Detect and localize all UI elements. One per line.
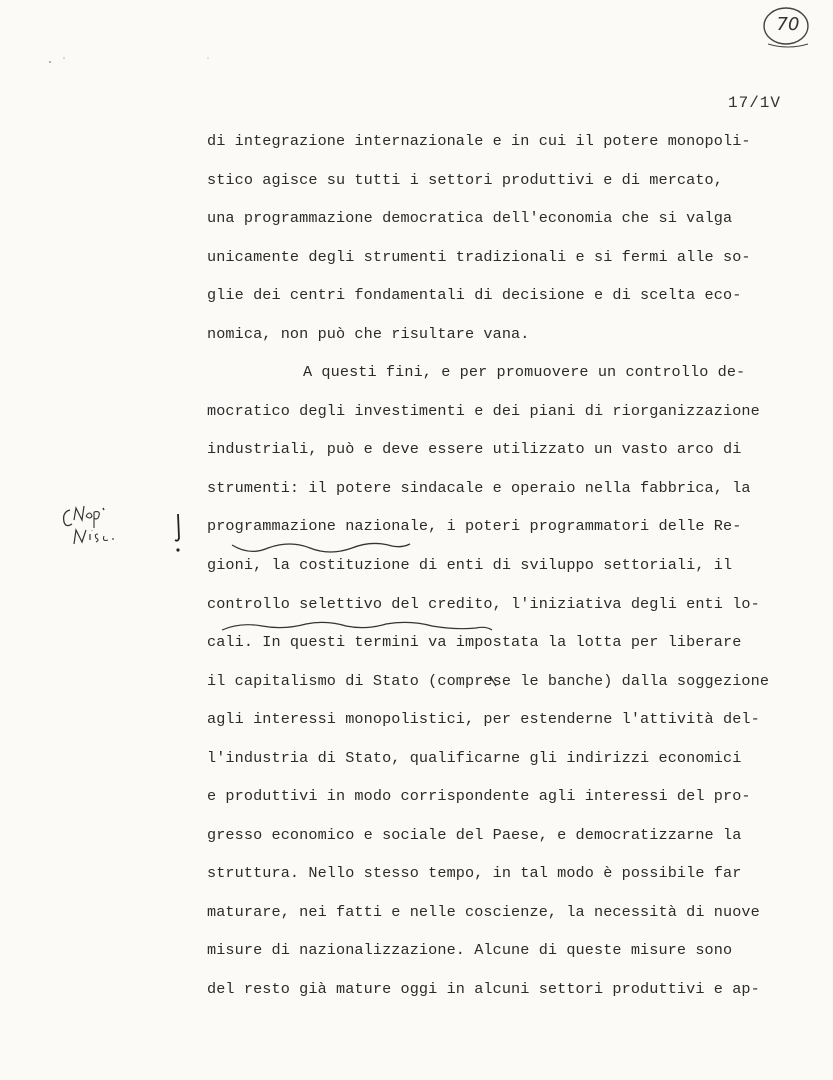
text-line: gresso economico e sociale del Paese, e democratizzarne la — [207, 825, 742, 844]
text-line: controllo selettivo del credito, l'iniziativa degli enti lo- — [207, 594, 760, 613]
text-line: A questi fini, e per promuovere un controllo de- — [303, 363, 746, 382]
text-line: una programmazione democratica dell'economia che si valga — [207, 209, 733, 228]
text-line: stico agisce su tutti i settori produttivi e di mercato, — [207, 170, 723, 189]
text-line: cali. In questi termini va impostata la lotta per liberare — [207, 633, 742, 652]
text-line: glie dei centri fondamentali di decisione e di scelta eco- — [207, 286, 742, 305]
text-line: del resto già mature oggi in alcuni settori produttivi e ap- — [207, 980, 760, 999]
text-line: l'industria di Stato, qualificarne gli indirizzi economici — [207, 748, 742, 767]
text-line: programmazione nazionale, i poteri programmatori delle Re- — [207, 517, 742, 536]
archive-stamp-number: 70 — [776, 14, 800, 35]
text-line: il capitalismo di Stato (comprese le banche) dalla soggezione — [207, 671, 770, 690]
text-line: maturare, nei fatti e nelle coscienze, la necessità di nuove — [207, 902, 760, 921]
handwritten-margin-note — [56, 500, 136, 560]
body-text — [207, 128, 807, 1015]
text-line: mocratico degli investimenti e dei piani di riorganizzazione — [207, 401, 760, 420]
text-line: industriali, può e deve essere utilizzato un vasto arco di — [207, 440, 742, 459]
text-line: struttura. Nello stesso tempo, in tal modo è possibile far — [207, 864, 742, 883]
page-number: 17/1V — [728, 94, 782, 112]
margin-mark-icon — [168, 512, 188, 556]
text-line: unicamente degli strumenti tradizionali e si fermi alle so- — [207, 247, 751, 266]
text-line: gioni, la costituzione di enti di sviluppo settoriali, il — [207, 556, 733, 575]
text-line: strumenti: il potere sindacale e operaio nella fabbrica, la — [207, 478, 751, 497]
text-line: di integrazione internazionale e in cui il potere monopoli- — [207, 132, 751, 150]
text-line: e produttivi in modo corrispondente agli interessi del pro- — [207, 787, 751, 806]
text-line: misure di nazionalizzazione. Alcune di queste misure sono — [207, 941, 733, 960]
text-line: agli interessi monopolistici, per estenderne l'attività del- — [207, 710, 760, 729]
text-line: nomica, non può che risultare vana. — [207, 324, 530, 343]
